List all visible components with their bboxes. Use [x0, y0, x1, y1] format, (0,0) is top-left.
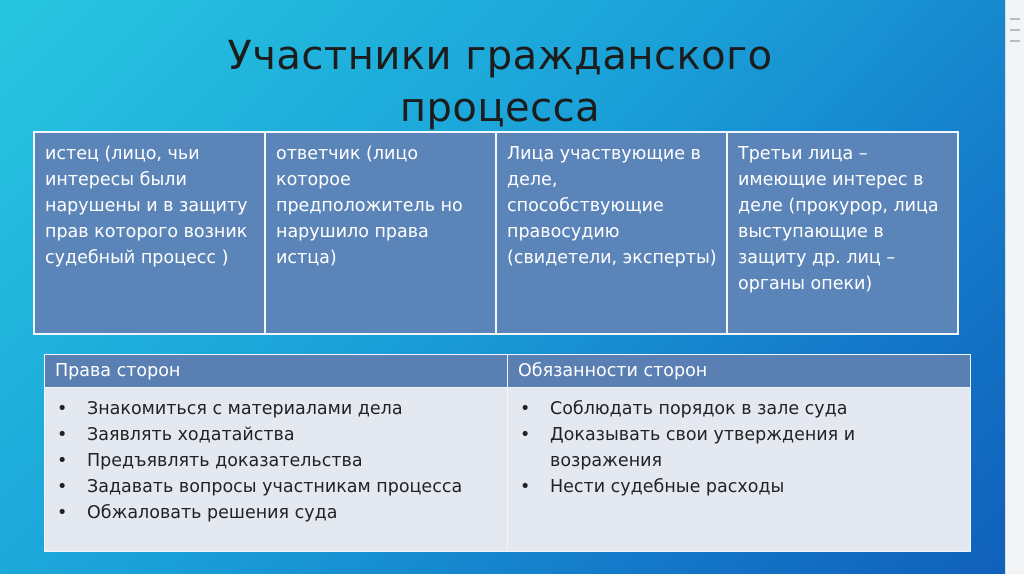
side-panel-marks [1010, 18, 1020, 51]
bullet-icon: • [57, 477, 68, 497]
duties-cell [508, 388, 971, 552]
list-item: • Доказывать свои утверждения и возражения [520, 422, 962, 474]
bullet-icon: • [520, 425, 531, 445]
bullet-icon: • [57, 451, 68, 471]
header-rights: Права сторон [45, 355, 508, 388]
participant-cell-parties: Лица участвующие в деле, способствующие правосудию (свидетели, эксперты) [496, 132, 727, 334]
participant-cell-third-parties: Третьи лица – имеющие интерес в деле (прокурор, лица выступающие в защиту др. лиц – органы опеки) [727, 132, 958, 334]
list-item: • Нести судебные расходы [520, 474, 962, 500]
title-line-1: Участники гражданского [227, 33, 773, 79]
side-panel-strip [1005, 0, 1024, 574]
bullet-icon: • [57, 399, 68, 419]
list-item: • Знакомиться с материалами дела [57, 396, 499, 422]
table-header-row [45, 355, 971, 388]
list-item: • Обжаловать решения суда [57, 500, 499, 526]
rights-list [57, 396, 499, 526]
participants-table [33, 131, 959, 335]
participant-cell-plaintiff: истец (лицо, чьи интересы были нарушены и в защиту прав которого возник судебный процесс ) [34, 132, 265, 334]
rights-cell [45, 388, 508, 552]
bullet-icon: • [520, 399, 531, 419]
rights-duties-table [44, 354, 971, 552]
list-item: • Предъявлять доказательства [57, 448, 499, 474]
table-row [45, 388, 971, 552]
participant-cell-defendant: ответчик (лицо которое предположитель но нарушило права истца) [265, 132, 496, 334]
table-row [34, 132, 958, 334]
bullet-icon: • [57, 503, 68, 523]
slide-title [0, 30, 1000, 134]
bullet-icon: • [520, 477, 531, 497]
duties-list [520, 396, 962, 500]
bullet-icon: • [57, 425, 68, 445]
title-line-2: процесса [399, 85, 601, 131]
list-item: • Задавать вопросы участникам процесса [57, 474, 499, 500]
list-item: • Заявлять ходатайства [57, 422, 499, 448]
header-duties: Обязанности сторон [508, 355, 971, 388]
list-item: • Соблюдать порядок в зале суда [520, 396, 962, 422]
